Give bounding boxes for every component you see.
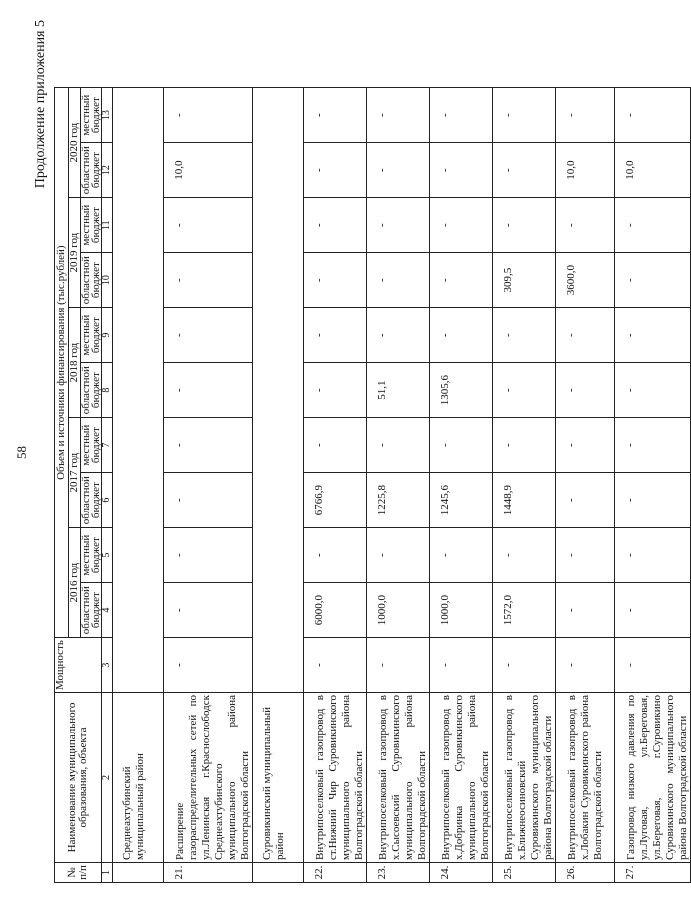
year-2017: 2017 год xyxy=(69,418,81,528)
cell-value: - xyxy=(556,198,615,253)
cell-value: - xyxy=(367,253,430,308)
col-number: 10 xyxy=(102,253,113,308)
cell-value: - xyxy=(615,528,691,583)
local-budget-2020: местный бюджет xyxy=(81,88,102,143)
col-number: 6 xyxy=(102,473,113,528)
financing-table xyxy=(54,87,691,883)
local-budget-2017: местный бюджет xyxy=(81,418,102,473)
local-budget-2016: местный бюджет xyxy=(81,528,102,583)
cell-value: - xyxy=(556,363,615,418)
cell-value: 1305,6 xyxy=(430,363,493,418)
object-name: Внутрипоселковый газопровод в х.Добринка Суровикинского муниципального района Волгоградской области xyxy=(430,693,493,863)
regional-budget-2020: областной бюджет xyxy=(81,143,102,198)
cell-value: - xyxy=(367,198,430,253)
cell-value: - xyxy=(493,363,556,418)
cell-value: - xyxy=(304,528,367,583)
cell-value: - xyxy=(164,198,253,253)
header-power: Мощность xyxy=(55,638,102,693)
cell-value: - xyxy=(556,308,615,363)
row-number: 27. xyxy=(615,863,691,883)
cell-value: - xyxy=(367,528,430,583)
cell-value: - xyxy=(304,253,367,308)
cell-value: - xyxy=(493,198,556,253)
cell-value: - xyxy=(304,198,367,253)
cell-value: - xyxy=(556,418,615,473)
header-funding: Объем и источники финансирования (тыс.рублей) xyxy=(55,88,69,638)
cell-value: 10,0 xyxy=(164,143,253,198)
cell-value: - xyxy=(556,473,615,528)
cell-value: 1448,9 xyxy=(493,473,556,528)
col-number: 7 xyxy=(102,418,113,473)
header-no: № п/п xyxy=(55,863,102,883)
cell-value: - xyxy=(615,363,691,418)
cell-value: - xyxy=(430,198,493,253)
cell-value: - xyxy=(367,418,430,473)
cell-value: - xyxy=(304,143,367,198)
year-2018: 2018 год xyxy=(69,308,81,418)
power-value: - xyxy=(164,638,253,693)
cell-value: 10,0 xyxy=(556,143,615,198)
cell-value: 3600,0 xyxy=(556,253,615,308)
cell-value: - xyxy=(615,88,691,143)
col-number: 13 xyxy=(102,88,113,143)
col-number: 11 xyxy=(102,198,113,253)
table-row xyxy=(493,88,556,883)
cell-value: - xyxy=(615,418,691,473)
cell-value: - xyxy=(556,583,615,638)
cell-value: - xyxy=(493,418,556,473)
row-number: 23. xyxy=(367,863,430,883)
cell-value: 1000,0 xyxy=(367,583,430,638)
col-number: 5 xyxy=(102,528,113,583)
cell-value: 1225,8 xyxy=(367,473,430,528)
cell-value: - xyxy=(164,528,253,583)
power-value: - xyxy=(430,638,493,693)
object-name: Внутрипоселковый газопровод в ст.Нижний Чир Суровикинского муниципального района Волгоградской области xyxy=(304,693,367,863)
cell-value: - xyxy=(367,143,430,198)
cell-value: - xyxy=(164,473,253,528)
year-2019: 2019 год xyxy=(69,198,81,308)
cell-value: 6000,0 xyxy=(304,583,367,638)
cell-value: - xyxy=(164,583,253,638)
cell-value: - xyxy=(304,308,367,363)
cell-value: - xyxy=(164,88,253,143)
row-number: 25. xyxy=(493,863,556,883)
power-value: - xyxy=(493,638,556,693)
cell-value: - xyxy=(615,583,691,638)
object-name: Внутрипоселковый газопровод в х.Лобакин Суровикинского района Волгоградской области xyxy=(556,693,615,863)
cell-value: - xyxy=(556,88,615,143)
row-number: 22. xyxy=(304,863,367,883)
year-2020: 2020 год xyxy=(69,88,81,198)
object-name: Газопровод низкого давления по ул.Луговая, ул.Береговая, ул.Береговая, г.Суровикино Суровикинского муниципального района Волгоградской области xyxy=(615,693,691,863)
row-number: 21. xyxy=(164,863,253,883)
cell-value: - xyxy=(304,88,367,143)
cell-value: - xyxy=(493,528,556,583)
cell-value: - xyxy=(556,528,615,583)
table-row xyxy=(615,88,691,883)
cell-value: - xyxy=(367,308,430,363)
table-row xyxy=(164,88,253,883)
group-row xyxy=(253,88,304,883)
col-number: 4 xyxy=(102,583,113,638)
cell-value: 6766,9 xyxy=(304,473,367,528)
cell-value: - xyxy=(367,88,430,143)
cell-value: - xyxy=(430,143,493,198)
header-name: Наименование муниципального образования, объекта xyxy=(55,693,102,863)
cell-value: - xyxy=(615,198,691,253)
cell-value: - xyxy=(164,363,253,418)
local-budget-2019: местный бюджет xyxy=(81,198,102,253)
cell-value: 1245,6 xyxy=(430,473,493,528)
regional-budget-2016: областной бюджет xyxy=(81,583,102,638)
cell-value: - xyxy=(164,253,253,308)
col-number: 2 xyxy=(102,693,113,863)
col-number: 12 xyxy=(102,143,113,198)
cell-value: - xyxy=(430,528,493,583)
cell-value: 1000,0 xyxy=(430,583,493,638)
group-row xyxy=(113,88,164,883)
table-row xyxy=(556,88,615,883)
column-numbers-row xyxy=(102,88,113,883)
power-value: - xyxy=(615,638,691,693)
cell-value: 309,5 xyxy=(493,253,556,308)
col-number: 3 xyxy=(102,638,113,693)
regional-budget-2017: областной бюджет xyxy=(81,473,102,528)
cell-value: - xyxy=(493,143,556,198)
page-number: 58 xyxy=(14,446,29,459)
cell-value: - xyxy=(493,308,556,363)
cell-value: - xyxy=(304,363,367,418)
local-budget-2018: местный бюджет xyxy=(81,308,102,363)
cell-value: - xyxy=(304,418,367,473)
cell-value: - xyxy=(615,473,691,528)
year-2016: 2016 год xyxy=(69,528,81,638)
power-value: - xyxy=(304,638,367,693)
cell-value: - xyxy=(430,308,493,363)
col-number: 9 xyxy=(102,308,113,363)
cell-value: - xyxy=(430,253,493,308)
cell-value: - xyxy=(164,418,253,473)
group-heading: Суровикинский муниципальный район xyxy=(253,693,304,863)
cell-value: - xyxy=(430,88,493,143)
object-name: Расширение газораспределительных сетей по ул.Ленинская г.Краснослободск Среднеахтубинского муниципального района Волгоградской области xyxy=(164,693,253,863)
cell-value: 51,1 xyxy=(367,363,430,418)
cell-value: - xyxy=(430,418,493,473)
object-name: Внутрипоселковый газопровод в х.Сысоевский Суровикинского муниципального района Волгоградской области xyxy=(367,693,430,863)
continuation-label: Продолжение приложения 5 xyxy=(33,20,48,189)
table-row xyxy=(304,88,367,883)
row-number: 26. xyxy=(556,863,615,883)
col-number: 8 xyxy=(102,363,113,418)
cell-value: - xyxy=(493,88,556,143)
cell-value: - xyxy=(615,253,691,308)
cell-value: 10,0 xyxy=(615,143,691,198)
row-number: 24. xyxy=(430,863,493,883)
cell-value: 1572,0 xyxy=(493,583,556,638)
power-value: - xyxy=(556,638,615,693)
power-value: - xyxy=(367,638,430,693)
regional-budget-2018: областной бюджет xyxy=(81,363,102,418)
cell-value: - xyxy=(615,308,691,363)
cell-value: - xyxy=(164,308,253,363)
col-number: 1 xyxy=(102,863,113,883)
group-heading: Среднеахтубинский муниципальный район xyxy=(113,693,164,863)
object-name: Внутрипоселковый газопровод в х.Ближнеосиновский Суровикинского муниципального района Волгоградской области xyxy=(493,693,556,863)
table-row xyxy=(367,88,430,883)
table-row xyxy=(430,88,493,883)
regional-budget-2019: областной бюджет xyxy=(81,253,102,308)
